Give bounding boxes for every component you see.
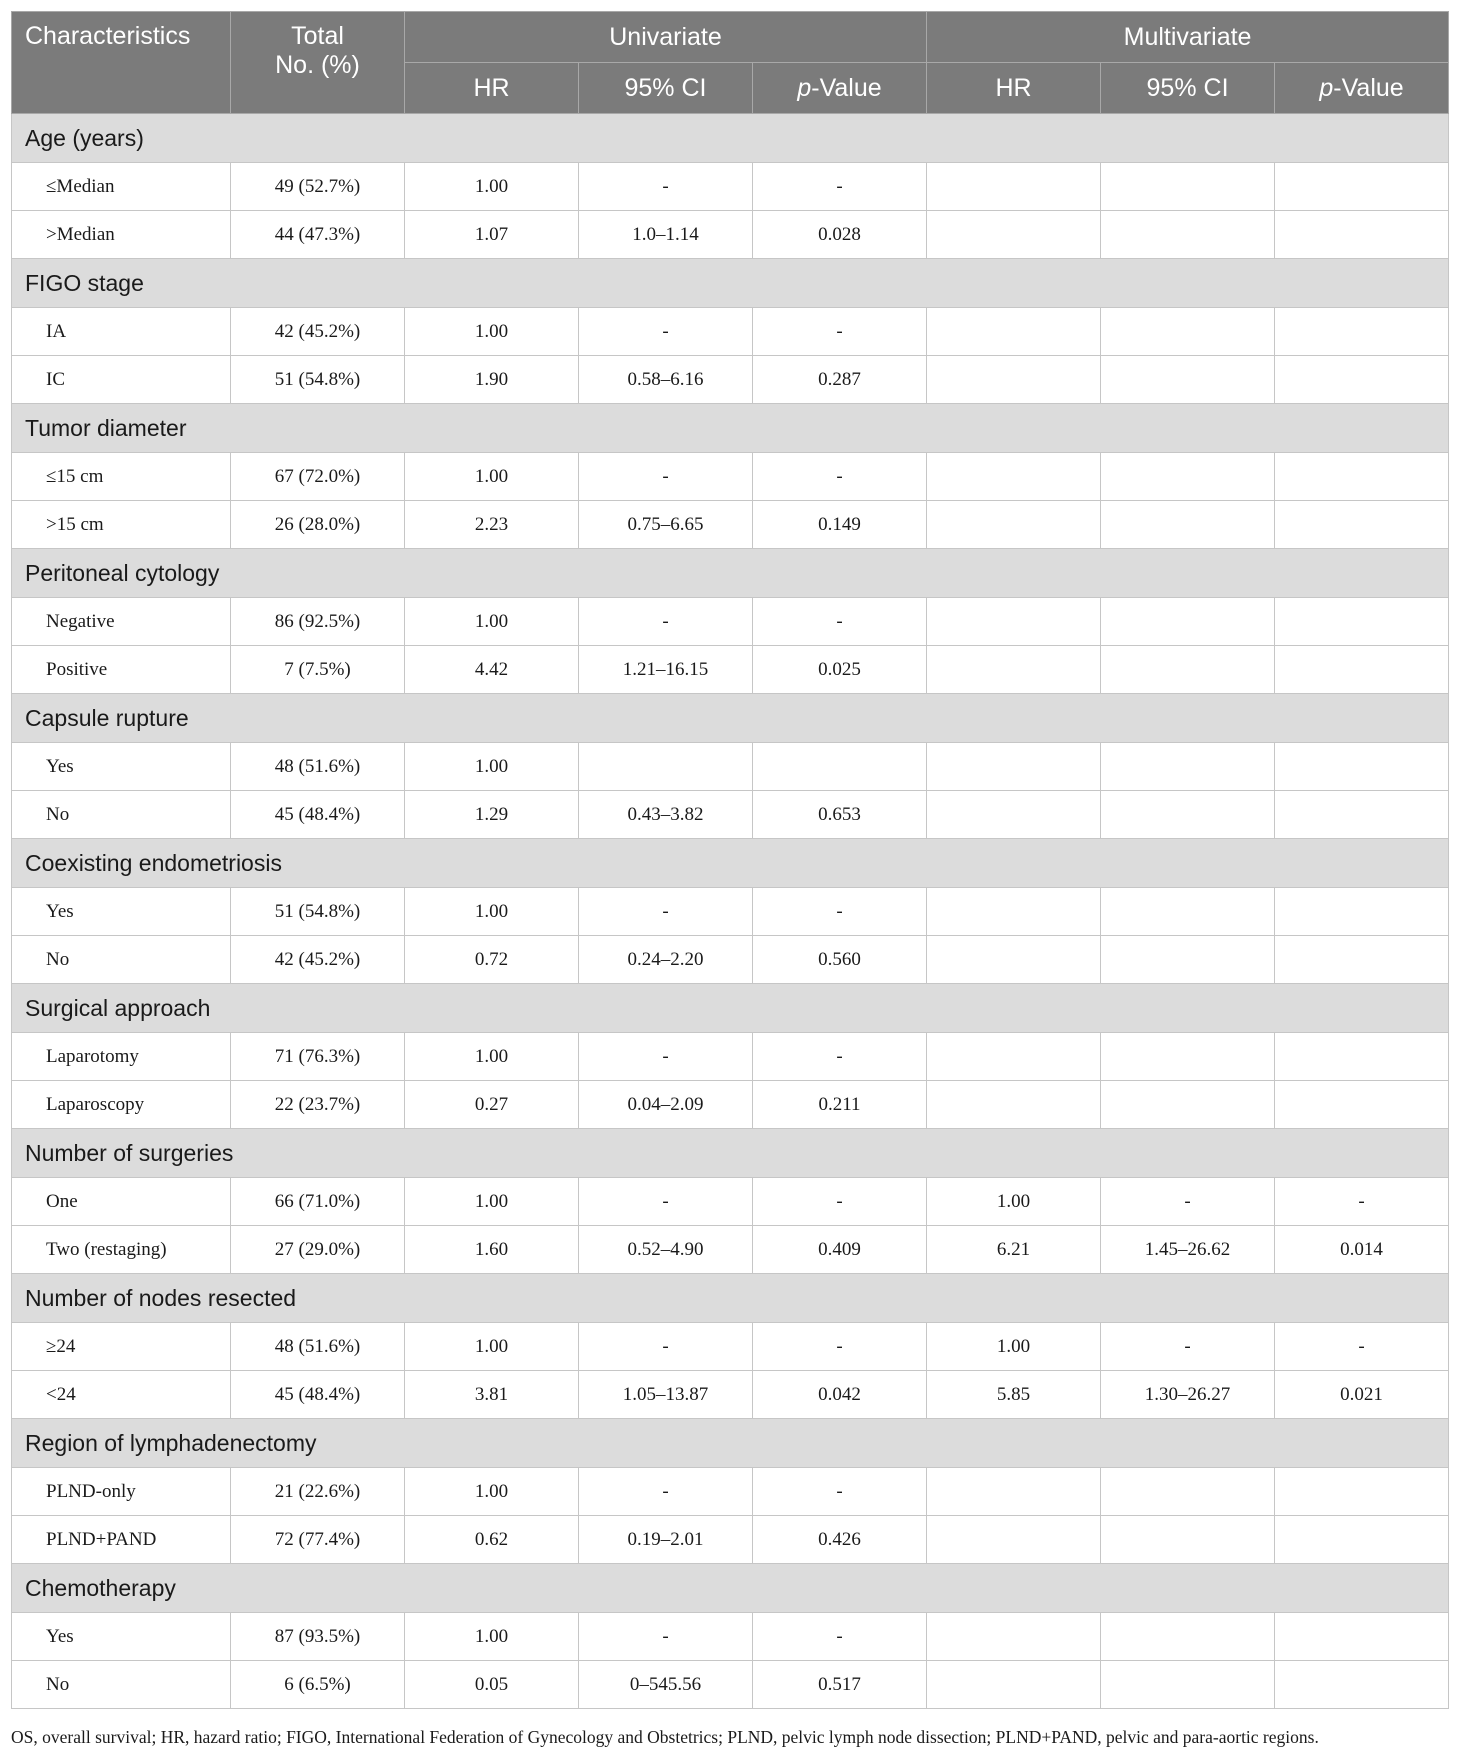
- multivariate-ci: [1101, 211, 1275, 259]
- header-p-suffix: -Value: [811, 73, 882, 102]
- multivariate-p: 0.014: [1275, 1226, 1449, 1274]
- header-univariate: Univariate: [405, 12, 927, 63]
- header-multivariate-ci: 95% CI: [1101, 63, 1275, 114]
- univariate-ci: 0.24–2.20: [579, 936, 753, 984]
- multivariate-hr: [927, 308, 1101, 356]
- row-label: PLND+PAND: [12, 1516, 231, 1564]
- total-count: 66 (71.0%): [231, 1178, 405, 1226]
- univariate-ci: 0.58–6.16: [579, 356, 753, 404]
- multivariate-p: [1275, 1613, 1449, 1661]
- univariate-p: -: [753, 163, 927, 211]
- row-label: >15 cm: [12, 501, 231, 549]
- table-row: [12, 308, 1449, 356]
- univariate-hr: 1.90: [405, 356, 579, 404]
- row-label: Negative: [12, 598, 231, 646]
- multivariate-ci: [1101, 888, 1275, 936]
- category-row: [12, 1274, 1449, 1323]
- univariate-ci: 1.05–13.87: [579, 1371, 753, 1419]
- multivariate-hr: [927, 1033, 1101, 1081]
- multivariate-ci: [1101, 1516, 1275, 1564]
- multivariate-hr: 1.00: [927, 1178, 1101, 1226]
- univariate-p: 0.560: [753, 936, 927, 984]
- total-count: 51 (54.8%): [231, 888, 405, 936]
- category-label: Capsule rupture: [12, 694, 1449, 743]
- category-label: Chemotherapy: [12, 1564, 1449, 1613]
- table-row: [12, 1371, 1449, 1419]
- univariate-ci: -: [579, 453, 753, 501]
- category-label: FIGO stage: [12, 259, 1449, 308]
- multivariate-p: [1275, 598, 1449, 646]
- header-univariate-p: [753, 63, 927, 114]
- category-row: [12, 114, 1449, 163]
- multivariate-ci: [1101, 1081, 1275, 1129]
- multivariate-p: [1275, 1661, 1449, 1709]
- header-total-line1: Total: [291, 22, 344, 50]
- table-row: [12, 163, 1449, 211]
- total-count: 26 (28.0%): [231, 501, 405, 549]
- univariate-hr: 1.00: [405, 743, 579, 791]
- total-count: 45 (48.4%): [231, 791, 405, 839]
- univariate-p: -: [753, 308, 927, 356]
- univariate-hr: 1.00: [405, 453, 579, 501]
- multivariate-hr: [927, 888, 1101, 936]
- univariate-ci: -: [579, 1613, 753, 1661]
- multivariate-p: [1275, 1033, 1449, 1081]
- univariate-p: 0.149: [753, 501, 927, 549]
- multivariate-hr: [927, 791, 1101, 839]
- multivariate-ci: [1101, 791, 1275, 839]
- univariate-ci: 0.19–2.01: [579, 1516, 753, 1564]
- header-multivariate-hr: HR: [927, 63, 1101, 114]
- multivariate-ci: [1101, 308, 1275, 356]
- univariate-p: -: [753, 1613, 927, 1661]
- table-row: [12, 743, 1449, 791]
- multivariate-hr: [927, 936, 1101, 984]
- multivariate-p: 0.021: [1275, 1371, 1449, 1419]
- table-container: [11, 11, 1449, 1709]
- univariate-hr: 0.27: [405, 1081, 579, 1129]
- total-count: 86 (92.5%): [231, 598, 405, 646]
- row-label: Yes: [12, 1613, 231, 1661]
- multivariate-p: [1275, 453, 1449, 501]
- total-count: 27 (29.0%): [231, 1226, 405, 1274]
- category-row: [12, 259, 1449, 308]
- multivariate-p: [1275, 646, 1449, 694]
- header-p-italic: p: [1319, 73, 1334, 102]
- row-label: No: [12, 1661, 231, 1709]
- multivariate-p: [1275, 356, 1449, 404]
- table-row: [12, 1613, 1449, 1661]
- multivariate-hr: [927, 453, 1101, 501]
- total-count: 44 (47.3%): [231, 211, 405, 259]
- univariate-p: 0.409: [753, 1226, 927, 1274]
- univariate-p: 0.042: [753, 1371, 927, 1419]
- total-count: 48 (51.6%): [231, 743, 405, 791]
- category-label: Age (years): [12, 114, 1449, 163]
- univariate-p: -: [753, 1033, 927, 1081]
- total-count: 87 (93.5%): [231, 1613, 405, 1661]
- table-body: [12, 114, 1449, 1709]
- table-row: [12, 646, 1449, 694]
- category-row: [12, 1564, 1449, 1613]
- total-count: 48 (51.6%): [231, 1323, 405, 1371]
- multivariate-hr: 1.00: [927, 1323, 1101, 1371]
- univariate-p: -: [753, 1323, 927, 1371]
- multivariate-ci: -: [1101, 1323, 1275, 1371]
- row-label: PLND-only: [12, 1468, 231, 1516]
- univariate-hr: 2.23: [405, 501, 579, 549]
- survival-analysis-table: [11, 11, 1449, 1709]
- table-row: [12, 356, 1449, 404]
- total-count: 67 (72.0%): [231, 453, 405, 501]
- univariate-hr: 1.07: [405, 211, 579, 259]
- multivariate-hr: [927, 356, 1101, 404]
- univariate-p: 0.287: [753, 356, 927, 404]
- row-label: Positive: [12, 646, 231, 694]
- multivariate-hr: [927, 743, 1101, 791]
- univariate-ci: -: [579, 163, 753, 211]
- category-label: Peritoneal cytology: [12, 549, 1449, 598]
- table-header: [12, 12, 1449, 114]
- multivariate-hr: [927, 1468, 1101, 1516]
- univariate-hr: 1.00: [405, 598, 579, 646]
- univariate-hr: 1.00: [405, 888, 579, 936]
- multivariate-hr: [927, 598, 1101, 646]
- total-count: 6 (6.5%): [231, 1661, 405, 1709]
- row-label: Yes: [12, 743, 231, 791]
- multivariate-hr: 5.85: [927, 1371, 1101, 1419]
- total-count: 49 (52.7%): [231, 163, 405, 211]
- table-row: [12, 453, 1449, 501]
- univariate-hr: 0.62: [405, 1516, 579, 1564]
- header-total: [231, 12, 405, 114]
- category-label: Surgical approach: [12, 984, 1449, 1033]
- table-row: [12, 1081, 1449, 1129]
- multivariate-ci: [1101, 501, 1275, 549]
- univariate-ci: 0.75–6.65: [579, 501, 753, 549]
- multivariate-ci: [1101, 453, 1275, 501]
- header-univariate-ci: 95% CI: [579, 63, 753, 114]
- category-row: [12, 1129, 1449, 1178]
- multivariate-hr: 6.21: [927, 1226, 1101, 1274]
- univariate-ci: -: [579, 888, 753, 936]
- total-count: 42 (45.2%): [231, 936, 405, 984]
- multivariate-ci: [1101, 743, 1275, 791]
- total-count: 51 (54.8%): [231, 356, 405, 404]
- multivariate-hr: [927, 211, 1101, 259]
- univariate-ci: -: [579, 1033, 753, 1081]
- multivariate-p: -: [1275, 1323, 1449, 1371]
- row-label: Yes: [12, 888, 231, 936]
- univariate-hr: 1.00: [405, 1613, 579, 1661]
- category-label: Number of surgeries: [12, 1129, 1449, 1178]
- total-count: 22 (23.7%): [231, 1081, 405, 1129]
- row-label: <24: [12, 1371, 231, 1419]
- univariate-ci: -: [579, 308, 753, 356]
- univariate-hr: 1.29: [405, 791, 579, 839]
- univariate-ci: 1.0–1.14: [579, 211, 753, 259]
- univariate-hr: 1.60: [405, 1226, 579, 1274]
- row-label: ≤Median: [12, 163, 231, 211]
- category-row: [12, 549, 1449, 598]
- univariate-p: 0.211: [753, 1081, 927, 1129]
- univariate-hr: 1.00: [405, 1468, 579, 1516]
- table-row: [12, 936, 1449, 984]
- multivariate-p: [1275, 308, 1449, 356]
- univariate-p: 0.028: [753, 211, 927, 259]
- univariate-hr: 1.00: [405, 1178, 579, 1226]
- multivariate-ci: [1101, 936, 1275, 984]
- category-row: [12, 694, 1449, 743]
- category-row: [12, 404, 1449, 453]
- multivariate-p: [1275, 936, 1449, 984]
- multivariate-p: [1275, 163, 1449, 211]
- univariate-ci: -: [579, 1323, 753, 1371]
- multivariate-ci: 1.30–26.27: [1101, 1371, 1275, 1419]
- univariate-ci: -: [579, 598, 753, 646]
- univariate-ci: -: [579, 1178, 753, 1226]
- multivariate-hr: [927, 646, 1101, 694]
- table-row: [12, 1661, 1449, 1709]
- category-label: Tumor diameter: [12, 404, 1449, 453]
- univariate-ci: 0.52–4.90: [579, 1226, 753, 1274]
- multivariate-hr: [927, 501, 1101, 549]
- univariate-p: -: [753, 598, 927, 646]
- univariate-p: 0.426: [753, 1516, 927, 1564]
- header-multivariate-p: [1275, 63, 1449, 114]
- univariate-p: 0.653: [753, 791, 927, 839]
- header-multivariate: Multivariate: [927, 12, 1449, 63]
- table-row: [12, 1033, 1449, 1081]
- total-count: 71 (76.3%): [231, 1033, 405, 1081]
- multivariate-hr: [927, 1081, 1101, 1129]
- category-label: Number of nodes resected: [12, 1274, 1449, 1323]
- category-row: [12, 839, 1449, 888]
- multivariate-hr: [927, 163, 1101, 211]
- total-count: 42 (45.2%): [231, 308, 405, 356]
- univariate-hr: 1.00: [405, 1033, 579, 1081]
- univariate-hr: 4.42: [405, 646, 579, 694]
- total-count: 72 (77.4%): [231, 1516, 405, 1564]
- table-row: [12, 1468, 1449, 1516]
- univariate-ci: 0.43–3.82: [579, 791, 753, 839]
- multivariate-ci: [1101, 646, 1275, 694]
- univariate-ci: 0.04–2.09: [579, 1081, 753, 1129]
- multivariate-ci: [1101, 1613, 1275, 1661]
- row-label: IA: [12, 308, 231, 356]
- multivariate-p: [1275, 791, 1449, 839]
- univariate-ci: [579, 743, 753, 791]
- row-label: ≥24: [12, 1323, 231, 1371]
- multivariate-ci: [1101, 1468, 1275, 1516]
- multivariate-p: [1275, 1081, 1449, 1129]
- multivariate-ci: -: [1101, 1178, 1275, 1226]
- multivariate-p: [1275, 501, 1449, 549]
- univariate-ci: 1.21–16.15: [579, 646, 753, 694]
- univariate-hr: 1.00: [405, 1323, 579, 1371]
- table-footnote: OS, overall survival; HR, hazard ratio; FIGO, International Federation of Gynecology and Obstetrics; PLND, pelvic lymph node dissection; PLND+PAND, pelvic and para-aortic regions.: [11, 1727, 1319, 1747]
- table-row: [12, 1226, 1449, 1274]
- multivariate-hr: [927, 1516, 1101, 1564]
- row-label: No: [12, 936, 231, 984]
- row-label: >Median: [12, 211, 231, 259]
- multivariate-p: [1275, 1468, 1449, 1516]
- multivariate-p: -: [1275, 1178, 1449, 1226]
- category-row: [12, 1419, 1449, 1468]
- table-row: [12, 888, 1449, 936]
- row-label: No: [12, 791, 231, 839]
- header-univariate-hr: HR: [405, 63, 579, 114]
- multivariate-hr: [927, 1661, 1101, 1709]
- table-row: [12, 501, 1449, 549]
- multivariate-p: [1275, 211, 1449, 259]
- row-label: Two (restaging): [12, 1226, 231, 1274]
- row-label: One: [12, 1178, 231, 1226]
- univariate-p: [753, 743, 927, 791]
- table-row: [12, 211, 1449, 259]
- header-p-italic: p: [797, 73, 812, 102]
- univariate-p: 0.517: [753, 1661, 927, 1709]
- table-row: [12, 1178, 1449, 1226]
- row-label: Laparotomy: [12, 1033, 231, 1081]
- category-row: [12, 984, 1449, 1033]
- multivariate-ci: [1101, 356, 1275, 404]
- row-label: ≤15 cm: [12, 453, 231, 501]
- header-total-line2: No. (%): [275, 51, 360, 79]
- total-count: 21 (22.6%): [231, 1468, 405, 1516]
- multivariate-ci: [1101, 163, 1275, 211]
- header-characteristics: Characteristics: [12, 12, 231, 114]
- univariate-hr: 0.72: [405, 936, 579, 984]
- table-row: [12, 1323, 1449, 1371]
- header-p-suffix: -Value: [1333, 73, 1404, 102]
- total-count: 45 (48.4%): [231, 1371, 405, 1419]
- univariate-hr: 1.00: [405, 163, 579, 211]
- univariate-p: -: [753, 1468, 927, 1516]
- total-count: 7 (7.5%): [231, 646, 405, 694]
- multivariate-p: [1275, 888, 1449, 936]
- univariate-hr: 0.05: [405, 1661, 579, 1709]
- row-label: Laparoscopy: [12, 1081, 231, 1129]
- table-row: [12, 1516, 1449, 1564]
- category-label: Region of lymphadenectomy: [12, 1419, 1449, 1468]
- multivariate-hr: [927, 1613, 1101, 1661]
- multivariate-ci: [1101, 1033, 1275, 1081]
- table-row: [12, 791, 1449, 839]
- multivariate-ci: [1101, 598, 1275, 646]
- univariate-ci: 0–545.56: [579, 1661, 753, 1709]
- row-label: IC: [12, 356, 231, 404]
- table-row: [12, 598, 1449, 646]
- univariate-p: -: [753, 888, 927, 936]
- multivariate-ci: [1101, 1661, 1275, 1709]
- univariate-ci: -: [579, 1468, 753, 1516]
- multivariate-ci: 1.45–26.62: [1101, 1226, 1275, 1274]
- univariate-p: -: [753, 1178, 927, 1226]
- multivariate-p: [1275, 1516, 1449, 1564]
- category-label: Coexisting endometriosis: [12, 839, 1449, 888]
- multivariate-p: [1275, 743, 1449, 791]
- univariate-hr: 3.81: [405, 1371, 579, 1419]
- univariate-p: -: [753, 453, 927, 501]
- univariate-hr: 1.00: [405, 308, 579, 356]
- univariate-p: 0.025: [753, 646, 927, 694]
